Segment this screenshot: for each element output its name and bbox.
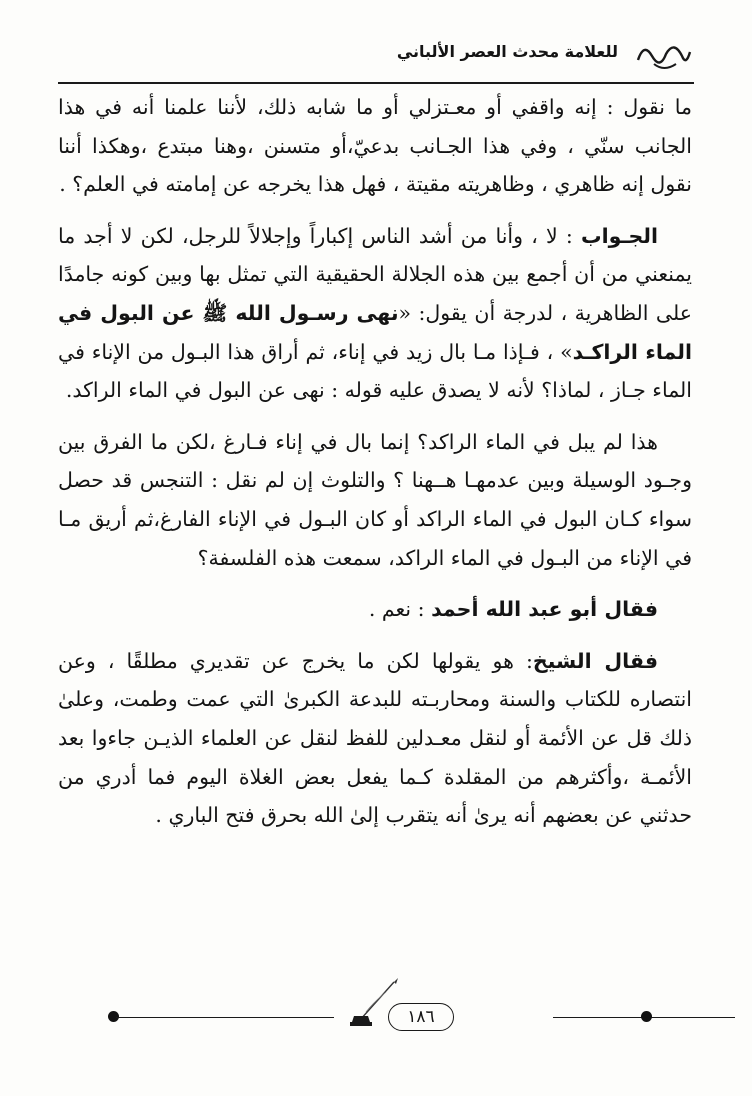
paragraph-5-text: : هو يقولها لكن ما يخرج عن تقديري مطلقًا ، وعن انتصاره للكتاب والسنة ومحاربـته للبدعة الكبرىٰ التي عمت وطمت، وعلىٰ ذلك قل عن الأئمة أو لنقل معـدلين للفظ لنقل عن العلماء الذيـن جاءوا بعد الأئمـة ،وأكثرهم من المقلدة كـما يفعل بعض الغلاة اليوم فما أدري من حدثني عن بعضهم أنه يرىٰ أنه يتقرب إلىٰ الله بحرق فتح الباري . (58, 648, 692, 828)
footer-rule-left (116, 1017, 334, 1018)
answer-label: الجـواب (580, 223, 658, 248)
paragraph-3-text: هذا لم يبل في الماء الراكد؟ إنما بال في إناء فـارغ ،لكن ما الفرق بين وجـود الوسيلة وبين عدمهـا هــهنا ؟ والتلوث إن لم نقل : التنجس قد حصل سواء كـان البول في الماء الراكد أو كان البـول في الإناء الفارغ،ثم أريق مـا في الإناء من البـول في الماء الراكد، سمعت هذه الفلسفة؟ (58, 429, 692, 570)
paragraph-3 (58, 423, 692, 577)
paragraph-1 (58, 88, 692, 204)
paragraph-5 (58, 642, 692, 835)
hadith-quote: نهى رسـول الله ﷺ عن البول في الماء الراكـد (58, 300, 692, 364)
paragraph-2-tail: » ، فـإذا مـا بال زيد في إناء، ثم أراق هذا البـول من الإناء في الماء جـاز ، لماذا؟ لأنه لا يصدق عليه قوله : نهى عن البول في الماء الراكد. (58, 339, 692, 403)
footer-dot-right (641, 1011, 652, 1022)
paragraph-4 (58, 590, 692, 629)
page-number: ١٨٦ (388, 1003, 454, 1031)
paragraph-2-text: : لا ، وأنا من أشد الناس إكباراً وإجلالاً للرجل، لكن لا أجد ما يمنعني من أن أجمع بين هذه الجلالة الحقيقية التي تمثل بها وبين كونه جامدًا على الظاهرية ، لدرجة أن يقول: « (58, 223, 692, 325)
paragraph-4-text: : نعم . (368, 597, 425, 622)
paragraph-2 (58, 217, 692, 410)
header-ornament-text: سؤالات (660, 56, 664, 57)
header-calligraphy-ornament (634, 34, 694, 74)
page-header (58, 30, 694, 84)
paragraph-1-text: ما نقول : إنه واقفي أو معـتزلي أو ما شابه ذلك، لأننا علمنا أنه في هذا الجانب سنّي ، وفي هذا الجـانب بدعيّ،أو متسنن ،وهنا مبتدع ،وهكذا أننا نقول إنه ظاهري ، وظاهريته مقيتة ، فهل هذا يخرجه عن إمامته في العلم؟ . (58, 95, 692, 197)
page-footer (108, 998, 652, 1038)
speaker-sheikh: فقال الشيخ (532, 648, 658, 673)
speaker-abu-abdullah: فقال أبو عبد الله أحمد (431, 597, 658, 622)
page-body (58, 88, 692, 835)
header-title: للعلامة محدث العصر الألباني (396, 42, 618, 61)
